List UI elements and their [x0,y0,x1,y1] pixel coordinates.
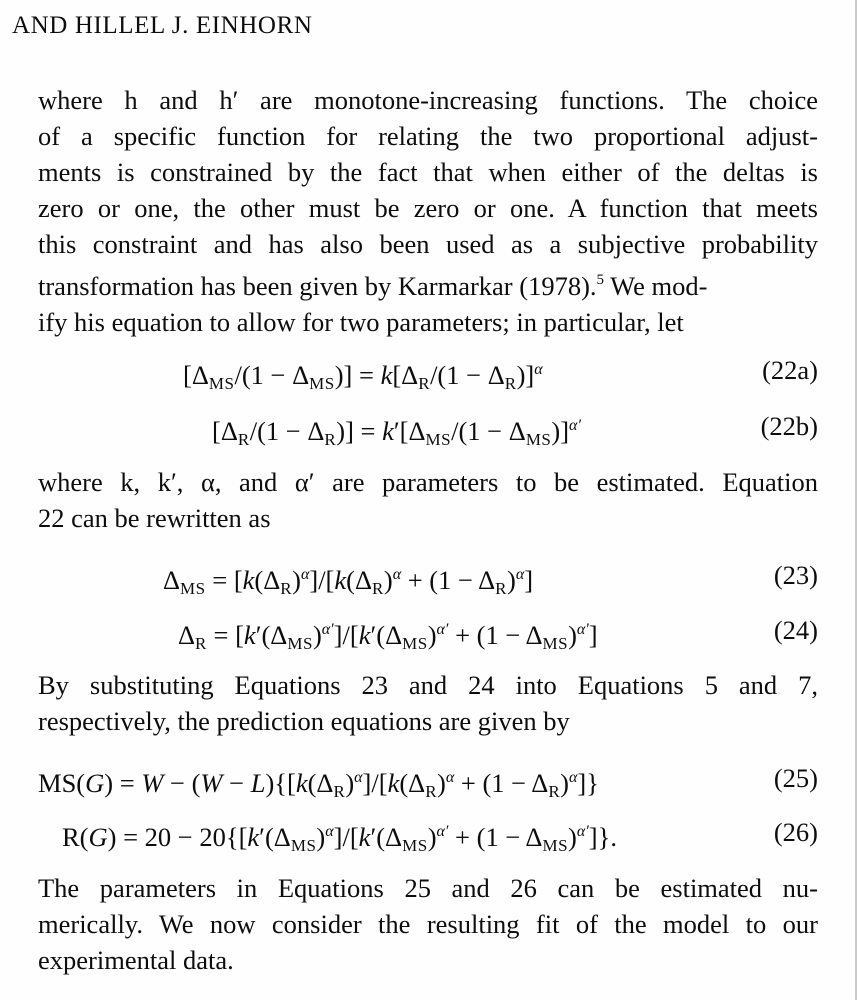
text-line: experimental data. [38,945,234,975]
equation-22b: $[\Delta_R/(1 - \Delta_R)] = k'[\Delta_{MS}/(1 - \Delta_{MS})]^{\alpha'}$ [212,416,581,449]
text-line: ments is constrained by the fact that when either of the deltas is [38,157,818,187]
equation-22a: $[\Delta_{MS}/(1 - \Delta_{MS})] = k[\Delta_R/(1 - \Delta_R)]^\alpha$ [183,360,543,393]
text-line: where k, k′, α, and α′ are parameters to be estimated. Equation [38,467,818,497]
equation-25: $MS(G) = W - (W - L)\{[k(\Delta_R)^\alpha]/[k(\Delta_R)^\alpha + (1 - \Delta_R)^\alpha]\}$ [38,768,599,801]
equation-23: $\Delta_{MS} = [k(\Delta_R)^\alpha]/[k(\Delta_R)^\alpha + (1 - \Delta_R)^\alpha]$ [163,565,534,598]
equation-number: (22a) [762,355,818,385]
equation-number: (26) [773,817,818,847]
text-line: merically. We now consider the resulting fit of the model to our [38,909,818,939]
text-line: of a specific function for relating the two proportional adjust- [38,121,818,151]
running-head: AND HILLEL J. EINHORN [12,12,313,39]
paragraph-2 [38,464,818,536]
text-line: 22 can be rewritten as [38,503,271,533]
paragraph-3 [38,667,818,739]
text-line: The parameters in Equations 25 and 26 can be estimated nu- [38,873,818,903]
text-line: respectively, the prediction equations are given by [38,706,570,736]
equation-24: $\Delta_R = [k'(\Delta_{MS})^{\alpha'}]/[k'(\Delta_{MS})^{\alpha'} + (1 - \Delta_{MS})^{\alpha'}]$ [178,620,598,653]
equation-number: (22b) [760,411,818,441]
text-line: where h and h′ are monotone-increasing functions. The choice [38,85,818,115]
footnote-marker: 5 [596,272,605,288]
equation-26: $R(G) = 20 - 20\{[k'(\Delta_{MS})^\alpha]/[k'(\Delta_{MS})^{\alpha'} + (1 - \Delta_{MS})^{\alpha'}]\}$. [62,822,617,855]
text-line: By substituting Equations 23 and 24 into Equations 5 and 7, [38,670,818,700]
text-line: ify his equation to allow for two parameters; in particular, let [38,307,684,337]
equation-number: (25) [773,763,818,793]
text-line: this constraint and has also been used as a subjective probability [38,229,818,259]
equation-number: (24) [773,615,818,645]
text-line: transformation has been given by Karmarkar (1978).$^5$ We mod- [38,271,708,301]
text-line: zero or one, the other must be zero or one. A function that meets [38,193,818,223]
paragraph-1 [38,82,818,340]
paragraph-4 [38,870,818,978]
equation-number: (23) [773,560,818,590]
